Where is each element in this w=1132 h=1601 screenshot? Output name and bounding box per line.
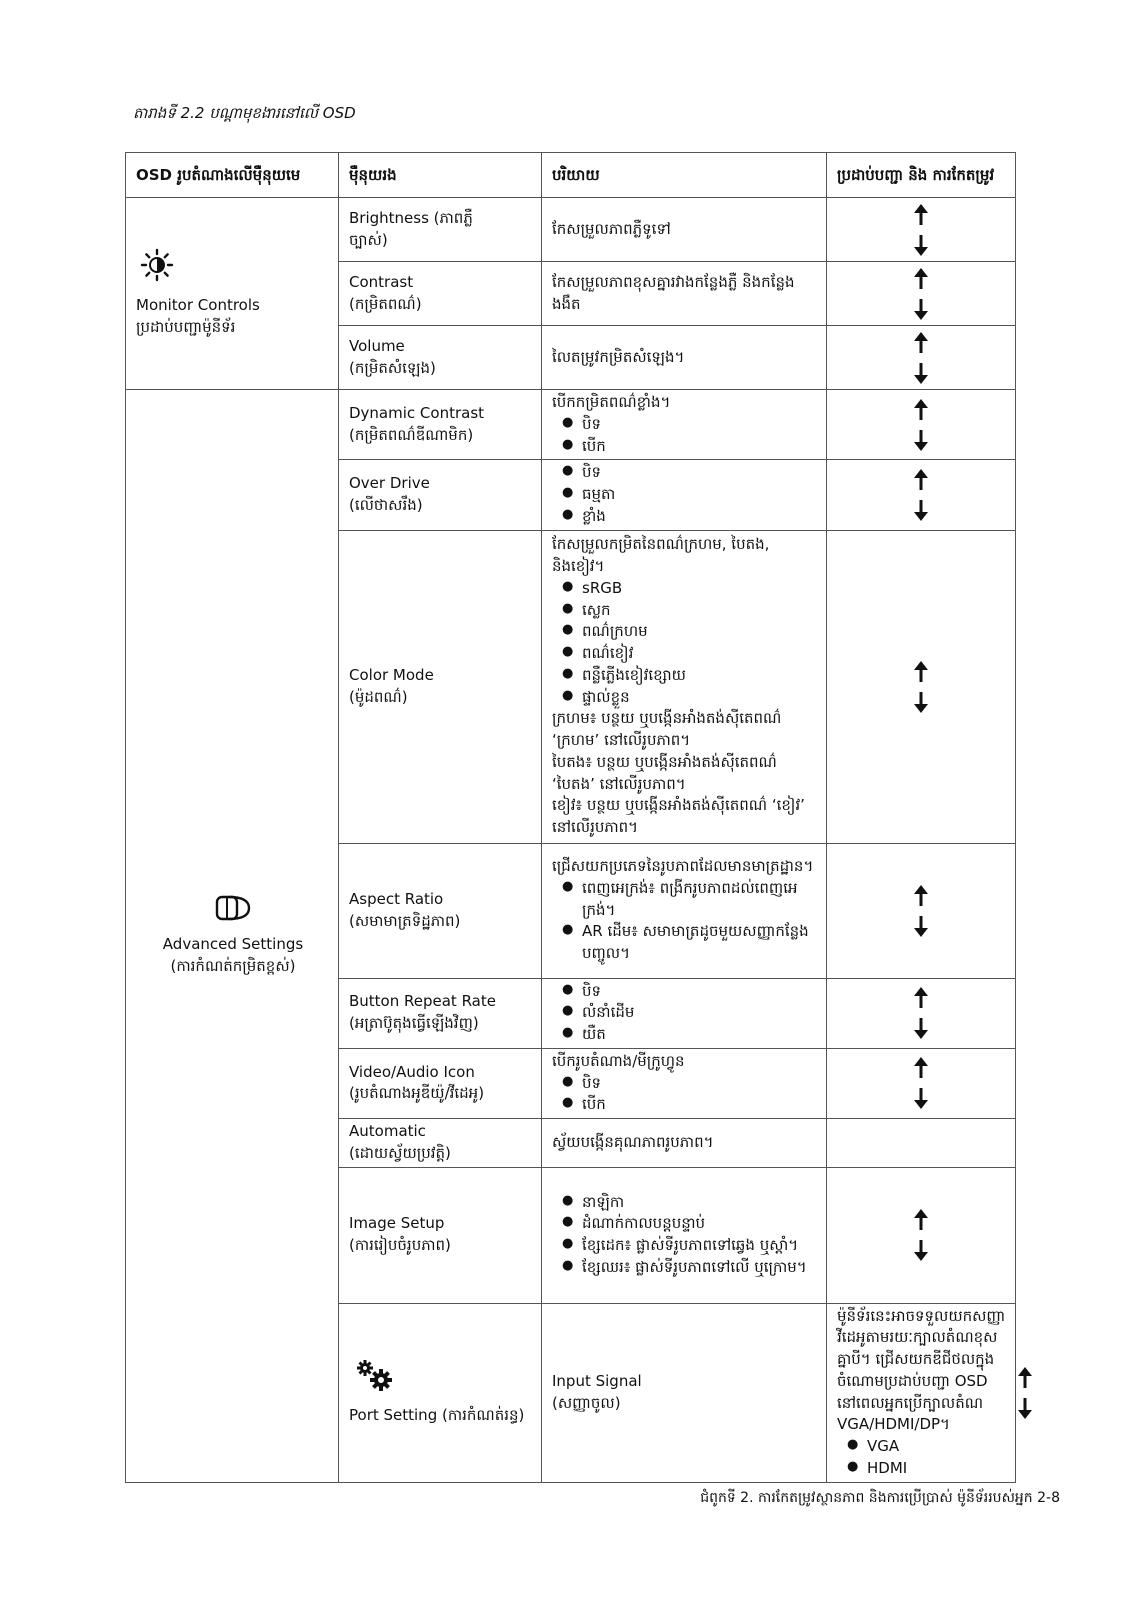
description-volume: លៃតម្រូវកម្រិតសំឡេង។ [542,326,827,390]
description-brightness: កែសម្រួលភាពភ្លឺទូទៅ [542,198,827,262]
gears-icon [353,1358,533,1399]
submenu-aspect-ratio: Aspect Ratio (សមាមាត្រទិដ្ឋភាព) [339,843,542,978]
description-over-drive [542,460,827,530]
list-item: ● បិទ [552,981,818,1003]
category-label-kh: (ការកំណត់កម្រិតខ្ពស់) [170,957,296,976]
submenu-brightness: Brightness (ភាពភ្លឺ ច្បាស់) [339,198,542,262]
category-monitor-controls [126,198,339,390]
up-down-arrow-icon [827,460,1016,530]
list-item: ● ពណ៌ខៀវ [552,643,818,665]
description-contrast: កែសម្រួលភាពខុសគ្នារវាងកន្លែងភ្លឺ និងកន្លែងងងឹត [542,262,827,326]
category-advanced-settings [126,390,339,1483]
up-down-arrow-icon [827,198,1016,262]
submenu-automatic: Automatic (ដោយស្វ័យប្រវត្តិ) [339,1119,542,1168]
submenu-button-repeat-rate: Button Repeat Rate (អត្រាប៊ូតុងធ្វើឡើងវិញ) [339,978,542,1048]
up-down-arrow-icon [827,843,1016,978]
description-dynamic-contrast: បើកកម្រិតពណ៌ខ្លាំង។ ● បិទ ● បើក [542,390,827,460]
up-down-arrow-icon [827,530,1016,843]
submenu-image-setup: Image Setup (ការរៀបចំរូបភាព) [339,1167,542,1303]
table-row [126,198,1016,262]
table-caption: តារាងទី 2.2 បណ្តាមុខងារនៅលើ OSD [133,104,356,122]
list-item: ● បិទ [552,414,818,436]
submenu-video-audio-icon: Video/Audio Icon (រូបតំណាងអូឌីយ៉ូ/វីដេអូ) [339,1048,542,1118]
description-input-signal: ម៉ូនីទ័រនេះអាចទទួលយកសញ្ញាវីដេអូតាមរយៈក្បាលតំណខុសគ្នាបី។ ជ្រើសយកឌីជីថលក្នុងចំណោមប្រដាប់បញ្ជា OSD នៅពេលអ្នកប្រើក្បាលតំណ VGA/HDMI/DP។ ● VGA ● HDMI [827,1303,1016,1482]
list-item: ● ដំណាក់កាលបន្តបន្ទាប់ [552,1213,818,1235]
list-item: ● ផ្ទាល់ខ្លួន [552,687,818,709]
list-item: ● ពេញអេក្រង់៖ ពង្រីករូបភាពដល់ពេញអេក្រង់។ [552,878,818,922]
header-submenu: ម៉ឺនុយរង [339,153,542,198]
category-port-setting [339,1303,542,1482]
submenu-volume: Volume (កម្រិតសំឡេង) [339,326,542,390]
header-description: បរិយាយ [542,153,827,198]
up-down-arrow-icon [827,1167,1016,1303]
up-down-arrow-icon [827,326,1016,390]
description-video-audio-icon: បើករូបតំណាង/មីក្រូហ្វូន ● បិទ ● បើក [542,1048,827,1118]
list-item: ● ពន្លឺភ្លើងខៀវខ្សោយ [552,665,818,687]
list-item: ● sRGB [552,578,818,600]
description-button-repeat-rate [542,978,827,1048]
list-item: ● ពណ៌ក្រហម [552,621,818,643]
list-item: ● លំនាំដើម [552,1002,818,1024]
description-color-mode: កែសម្រួលកម្រិតនៃពណ៌ក្រហម, បៃតង, និងខៀវ។ ● sRGB ● ស្លេក ● ពណ៌ក្រហម ● ពណ៌ខៀវ ● ពន្លឺភ្លើងខៀវខ្សោយ ● ផ្ទាល់ខ្លួន ក្រហម៖ បន្ថយ ឬបង្កើនអាំងតង់ស៊ីតេពណ៌ ‘ក្រហម’ នៅលើរូបភាព។ បៃតង៖ បន្ថយ ឬបង្កើនអាំងតង់ស៊ីតេពណ៌ ‘បៃតង’ នៅលើរូបភាព។ ខៀវ៖ បន្ថយ ឬបង្កើនអាំងតង់ស៊ីតេពណ៌ ‘ខៀវ’ នៅលើរូបភាព។ [542,530,827,843]
list-item: ● នាឡិកា [552,1192,818,1214]
list-item: ● HDMI [837,1458,1007,1480]
page-footer: ជំពូកទី 2. ការកែតម្រូវស្ថានភាព និងការប្រើប្រាស់ ម៉ូនីទ័ររបស់អ្នក 2-8 [700,1490,1060,1506]
table-header-row [126,153,1016,198]
description-image-setup [542,1167,827,1303]
brightness-sun-icon [140,248,330,289]
list-item: ● ខ្សែឈរ៖ ផ្លាស់ទីរូបភាពទៅលើ ឬក្រោម។ [552,1257,818,1279]
empty-control-cell [827,1119,1016,1168]
header-main-menu-icon: OSD រូបតំណាងលើម៉ឺនុយមេ [126,153,339,198]
submenu-dynamic-contrast: Dynamic Contrast (កម្រិតពណ៌ឌីណាមិក) [339,390,542,460]
up-down-arrow-icon [827,262,1016,326]
list-item: ● ស្លេក [552,600,818,622]
description-aspect-ratio: ជ្រើសយកប្រភេទនៃរូបភាពដែលមានមាត្រដ្ឋាន។ ● ពេញអេក្រង់៖ ពង្រីករូបភាពដល់ពេញអេក្រង់។ ● AR ដើម៖ សមាមាត្រដូចមួយសញ្ញាកន្លែងបញ្ចូល។ [542,843,827,978]
category-label: Advanced Settings [162,935,304,954]
advanced-settings-icon [136,894,330,929]
list-item: ● AR ដើម៖ សមាមាត្រដូចមួយសញ្ញាកន្លែងបញ្ចូល។ [552,921,818,965]
list-item: ● ខ្សែដេក៖ ផ្លាស់ទីរូបភាពទៅឆ្វេង ឬស្តាំ។ [552,1235,818,1257]
submenu-contrast: Contrast (កម្រិតពណ៌) [339,262,542,326]
list-item: ● យឺត [552,1024,818,1046]
category-label: Monitor Controls [136,296,260,315]
list-item: ● VGA [837,1436,1007,1458]
list-item: ● ធម្មតា [552,484,818,506]
submenu-color-mode: Color Mode (ម៉ូដពណ៌) [339,530,542,843]
list-item: ● បើក [552,1094,818,1116]
description-automatic: ស្វ័យបង្កើនគុណភាពរូបភាព។ [542,1119,827,1168]
list-item: ● បិទ [552,462,818,484]
list-item: ● បើក [552,436,818,458]
up-down-arrow-icon [827,390,1016,460]
up-down-arrow-icon [827,1048,1016,1118]
osd-functions-table [125,152,1016,1483]
list-item: ● ខ្លាំង [552,506,818,528]
category-label-kh: ប្រដាប់បញ្ជាម៉ូនីទ័រ [136,317,236,336]
category-label: Port Setting (ការកំណត់រន្ធ) [349,1406,525,1424]
submenu-input-signal: Input Signal (សញ្ញាចូល) [542,1303,827,1482]
header-controls: ប្រដាប់បញ្ជា និង ការកែតម្រូវ [827,153,1016,198]
list-item: ● បិទ [552,1073,818,1095]
up-down-arrow-icon [827,978,1016,1048]
table-row [126,390,1016,460]
submenu-over-drive: Over Drive (លើថាសរឹង) [339,460,542,530]
